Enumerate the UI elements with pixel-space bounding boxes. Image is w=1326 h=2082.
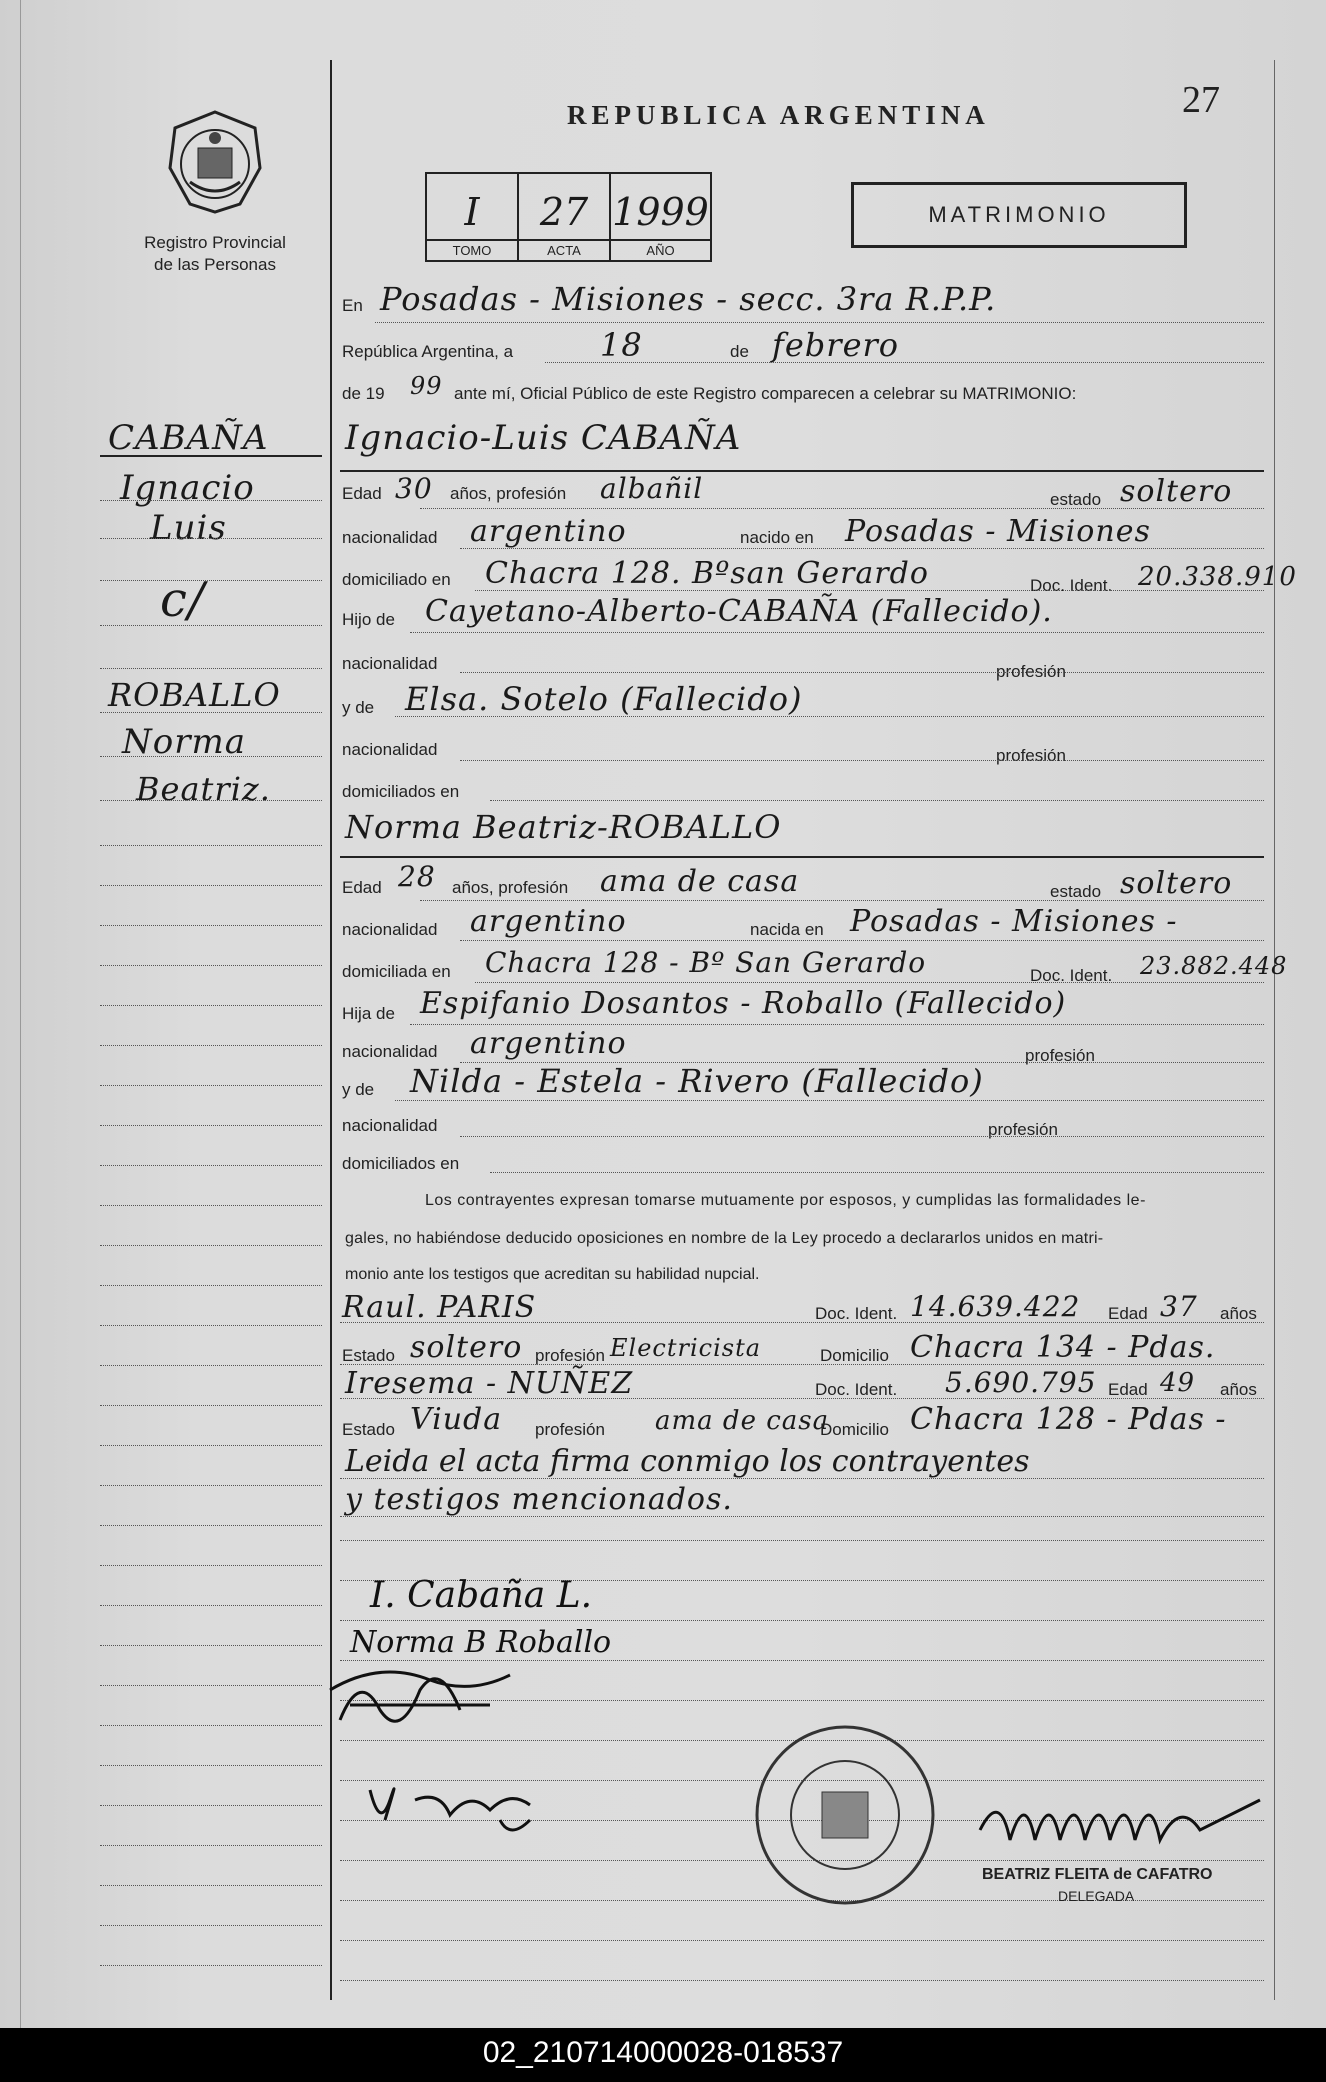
margin-rule xyxy=(100,1325,322,1326)
bride-father-nac-label: nacionalidad xyxy=(342,1042,438,1061)
margin-rule xyxy=(100,1525,322,1526)
margin-rule xyxy=(100,1005,322,1006)
groom-estado: soltero xyxy=(1120,474,1233,509)
bride-profesion-label: años, profesión xyxy=(452,878,569,897)
margin-bride-name2: Beatriz. xyxy=(136,770,271,808)
groom-father-nac-label: nacionalidad xyxy=(342,654,438,673)
republica-label: República Argentina, a xyxy=(342,342,514,361)
closing-line1: Leida el acta firma conmigo los contrayentes xyxy=(345,1444,1030,1479)
witness1-edad: 37 xyxy=(1160,1290,1198,1323)
body-rule xyxy=(410,632,1264,633)
witness1-profesion: Electricista xyxy=(610,1334,762,1362)
margin-rule xyxy=(100,800,322,801)
margin-groom-name2: Luis xyxy=(150,508,227,548)
body-rule xyxy=(460,760,1264,761)
bride-father: Espifanio Dosantos - Roballo (Fallecido) xyxy=(420,986,1067,1021)
body-rule xyxy=(475,982,1264,983)
declaration-line1: Los contrayentes expresan tomarse mutuamente por esposos, y cumplidas las formalidades le- xyxy=(425,1192,1146,1209)
year-value: 99 xyxy=(410,372,443,400)
witness2-prof-label: profesión xyxy=(535,1420,605,1439)
bride-profesion: ama de casa xyxy=(600,864,800,899)
de-label: de xyxy=(730,342,749,361)
body-rule xyxy=(340,1398,1264,1399)
body-rule xyxy=(395,1100,1264,1101)
witness2-doc: 5.690.795 xyxy=(945,1366,1097,1399)
groom-doc: 20.338.910 xyxy=(1138,562,1297,592)
bride-nacida-label: nacida en xyxy=(750,920,824,939)
witness1-name: Raul. PARIS xyxy=(342,1290,537,1325)
body-rule xyxy=(340,1478,1264,1479)
official-title: DELEGADA xyxy=(1058,1888,1135,1904)
margin-rule xyxy=(100,668,322,669)
bride-signature: Norma B Roballo xyxy=(350,1625,612,1660)
margin-rule xyxy=(100,1685,322,1686)
groom-mother-prof-label: profesión xyxy=(996,746,1066,765)
body-rule xyxy=(420,508,1264,509)
left-border xyxy=(20,0,21,2028)
witness1-dom-label: Domicilio xyxy=(820,1346,889,1365)
bride-nac-label: nacionalidad xyxy=(342,920,438,939)
page-title: REPUBLICA ARGENTINA xyxy=(567,100,990,130)
groom-signature: I. Cabaña L. xyxy=(370,1575,593,1616)
registry-stamp-icon xyxy=(750,1720,940,1910)
margin-rule xyxy=(100,1725,322,1726)
body-rule xyxy=(460,672,1264,673)
margin-bride-name1: Norma xyxy=(122,722,246,762)
day-value: 18 xyxy=(600,326,643,364)
record-number-box xyxy=(425,172,712,262)
body-rule xyxy=(395,716,1264,717)
bride-nacida: Posadas - Misiones - xyxy=(850,904,1178,939)
witness1-domicilio: Chacra 134 - Pdas. xyxy=(910,1330,1216,1365)
en-label: En xyxy=(342,296,363,315)
official-signature-icon xyxy=(970,1780,1270,1860)
groom-edad-label: Edad xyxy=(342,484,382,503)
margin-rule xyxy=(100,845,322,846)
margin-rule xyxy=(100,1605,322,1606)
bride-mother-nac-label: nacionalidad xyxy=(342,1116,438,1135)
margin-rule xyxy=(100,965,322,966)
page-number: 27 xyxy=(1182,79,1220,121)
bride-estado-label: estado xyxy=(1050,882,1102,901)
bride-dom-label: domiciliada en xyxy=(342,962,451,981)
groom-father-prof-label: profesión xyxy=(996,662,1066,681)
ano-value: 1999 xyxy=(612,190,709,234)
margin-rule xyxy=(100,712,322,713)
groom-domicilio: Chacra 128. Bºsan Gerardo xyxy=(485,556,929,591)
bride-doc-label: Doc. Ident. xyxy=(1030,966,1113,985)
witness2-domicilio: Chacra 128 - Pdas - xyxy=(910,1402,1227,1437)
groom-mother-nac-label: nacionalidad xyxy=(342,740,438,759)
bride-doc: 23.882.448 xyxy=(1140,952,1288,980)
groom-estado-label: estado xyxy=(1050,490,1102,509)
bride-domiciliados-label: domiciliados en xyxy=(342,1154,460,1173)
body-rule xyxy=(420,900,1264,901)
body-rule xyxy=(375,322,1264,323)
margin-rule xyxy=(100,1245,322,1246)
groom-yde-label: y de xyxy=(342,698,375,717)
margin-rule xyxy=(100,1925,322,1926)
margin-rule xyxy=(100,1125,322,1126)
bride-nacionalidad: argentino xyxy=(470,904,627,939)
witness2-estado: Viuda xyxy=(410,1402,503,1437)
place-value: Posadas - Misiones - secc. 3ra R.P.P. xyxy=(380,280,997,318)
margin-rule xyxy=(100,1205,322,1206)
witness1-estado: soltero xyxy=(410,1330,523,1365)
groom-dom-label: domiciliado en xyxy=(342,570,451,589)
margin-rule xyxy=(100,1445,322,1446)
margin-rule xyxy=(100,1485,322,1486)
margin-rule xyxy=(100,1885,322,1886)
margin-rule xyxy=(100,1765,322,1766)
body-rule xyxy=(340,1620,1264,1621)
acta-cell xyxy=(519,174,611,260)
margin-rule xyxy=(100,538,322,539)
margin-conjunction: c/ xyxy=(160,572,206,628)
year-label: de 19 xyxy=(342,384,385,403)
declaration-line3: monio ante los testigos que acreditan su habilidad nupcial. xyxy=(345,1266,760,1283)
groom-hijo-label: Hijo de xyxy=(342,610,395,629)
body-rule xyxy=(410,1024,1264,1025)
registry-name xyxy=(110,232,320,276)
bride-edad-label: Edad xyxy=(342,878,382,897)
margin-rule xyxy=(100,580,322,581)
declaration-line2: gales, no habiéndose deducido oposiciones en nombre de la Ley procedo a declararlos unidos en matri- xyxy=(345,1230,1104,1247)
groom-mother: Elsa. Sotelo (Fallecido) xyxy=(405,680,803,718)
bride-mother-prof-label: profesión xyxy=(988,1120,1058,1139)
ante-text: ante mí, Oficial Público de este Registro comparecen a celebrar su MATRIMONIO: xyxy=(454,384,1077,403)
witness2-estado-label: Estado xyxy=(342,1420,395,1439)
tomo-label: TOMO xyxy=(427,239,517,258)
groom-nacido: Posadas - Misiones xyxy=(845,514,1151,549)
witness1-edad-label: Edad xyxy=(1108,1304,1148,1323)
witness2-dom-label: Domicilio xyxy=(820,1420,889,1439)
body-rule xyxy=(340,1940,1264,1941)
body-rule xyxy=(340,1322,1264,1323)
body-rule xyxy=(490,800,1264,801)
ano-label: AÑO xyxy=(611,239,710,258)
section-rule xyxy=(340,470,1264,472)
bride-edad: 28 xyxy=(398,860,436,893)
province-seal-icon xyxy=(160,108,270,218)
section-rule xyxy=(340,856,1264,858)
margin-rule xyxy=(100,1365,322,1366)
right-border xyxy=(1274,60,1275,2000)
bride-domicilio: Chacra 128 - Bº San Gerardo xyxy=(485,946,927,979)
bride-father-prof-label: profesión xyxy=(1025,1046,1095,1065)
body-rule xyxy=(545,362,1264,363)
ano-cell xyxy=(611,174,710,260)
groom-profesion-label: años, profesión xyxy=(450,484,567,503)
bride-full-name: Norma Beatriz-ROBALLO xyxy=(345,808,782,846)
closing-line2: y testigos mencionados. xyxy=(345,1482,733,1517)
margin-rule xyxy=(100,1045,322,1046)
groom-domiciliados-label: domiciliados en xyxy=(342,782,460,801)
margin-rule xyxy=(100,1405,322,1406)
witness2-profesion: ama de casa xyxy=(655,1406,830,1436)
margin-rule xyxy=(100,625,322,626)
margin-rule xyxy=(100,756,322,757)
margin-rule xyxy=(100,885,322,886)
witness1-estado-label: Estado xyxy=(342,1346,395,1365)
margin-rule xyxy=(100,1085,322,1086)
groom-nacionalidad: argentino xyxy=(470,514,627,549)
margin-rule xyxy=(100,1165,322,1166)
margin-groom-surname: CABAÑA xyxy=(108,418,269,458)
official-name: BEATRIZ FLEITA de CAFATRO xyxy=(982,1866,1213,1883)
margin-rule xyxy=(100,1845,322,1846)
witness2-edad: 49 xyxy=(1160,1368,1196,1398)
groom-edad: 30 xyxy=(395,472,433,505)
body-rule xyxy=(460,940,1264,941)
body-rule xyxy=(460,548,1264,549)
groom-doc-label: Doc. Ident. xyxy=(1030,576,1113,595)
month-value: febrero xyxy=(772,326,900,364)
registry-line2: de las Personas xyxy=(154,255,276,274)
groom-profesion: albañil xyxy=(600,472,704,505)
witness2-name: Iresema - NUÑEZ xyxy=(345,1366,634,1401)
bride-yde-label: y de xyxy=(342,1080,375,1099)
bride-mother: Nilda - Estela - Rivero (Fallecido) xyxy=(410,1062,984,1100)
acta-label: ACTA xyxy=(519,239,609,258)
witness2-edad-label: Edad xyxy=(1108,1380,1148,1399)
witness2-anos-label: años xyxy=(1220,1380,1257,1399)
body-rule xyxy=(340,1516,1264,1517)
witness1-prof-label: profesión xyxy=(535,1346,605,1365)
body-rule xyxy=(340,1540,1264,1541)
margin-rule xyxy=(100,1285,322,1286)
acta-value: 27 xyxy=(539,190,589,234)
margin-rule xyxy=(100,925,322,926)
body-rule xyxy=(490,1172,1264,1173)
body-rule xyxy=(475,590,1264,591)
margin-rule xyxy=(100,1645,322,1646)
witness2-doc-label: Doc. Ident. xyxy=(815,1380,898,1399)
bride-father-nac: argentino xyxy=(470,1026,627,1061)
body-rule xyxy=(460,1136,1264,1137)
bride-hija-label: Hija de xyxy=(342,1004,395,1023)
tomo-cell xyxy=(427,174,519,260)
witness1-doc: 14.639.422 xyxy=(910,1290,1081,1323)
witness1-doc-label: Doc. Ident. xyxy=(815,1304,898,1323)
tomo-value: I xyxy=(464,190,480,234)
margin-rule xyxy=(100,1805,322,1806)
body-rule xyxy=(340,1364,1264,1365)
witness1-signature-icon xyxy=(320,1650,520,1740)
groom-father: Cayetano-Alberto-CABAÑA (Fallecido). xyxy=(425,594,1053,629)
groom-full-name: Ignacio-Luis CABAÑA xyxy=(345,418,742,458)
registry-line1: Registro Provincial xyxy=(144,233,286,252)
margin-groom-name1: Ignacio xyxy=(120,468,255,508)
bride-estado: soltero xyxy=(1120,866,1233,901)
margin-bride-surname: ROBALLO xyxy=(108,676,281,714)
groom-nac-label: nacionalidad xyxy=(342,528,438,547)
body-rule xyxy=(340,1980,1264,1981)
witness1-anos-label: años xyxy=(1220,1304,1257,1323)
margin-rule xyxy=(100,1565,322,1566)
groom-nacido-label: nacido en xyxy=(740,528,814,547)
margin-rule xyxy=(100,500,322,501)
image-id-label: 02_210714000028-018537 xyxy=(482,2036,844,2069)
margin-rule xyxy=(100,1965,322,1966)
margin-rule xyxy=(100,455,322,457)
witness2-signature-icon xyxy=(360,1760,560,1840)
record-type-box: MATRIMONIO xyxy=(851,182,1187,248)
